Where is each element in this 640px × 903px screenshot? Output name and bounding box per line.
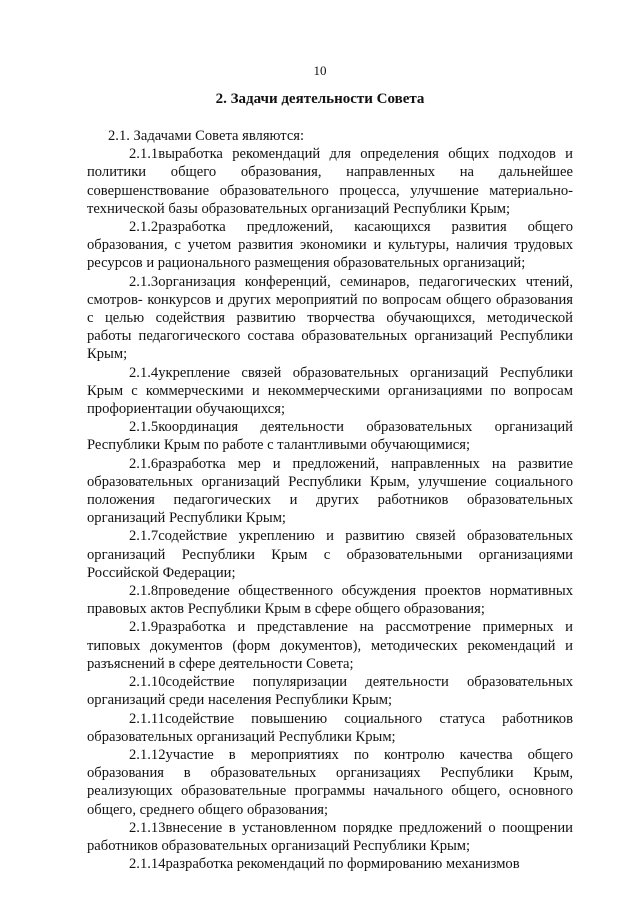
task-item-text: выработка рекомендаций для определения общих подходов и политики общего образования, направленных на дальнейшее совершенствование образовательного процесса, улучшение материально-технической базы образовательных организаций Республики Крым;: [87, 146, 573, 217]
task-item-text: координация деятельности образовательных организаций Республики Крым по работе с талантливыми обучающимися;: [87, 419, 573, 454]
section-heading: 2. Задачи деятельности Совета: [215, 91, 425, 107]
task-item: [87, 855, 573, 873]
task-item-text: внесение в установленном порядке предложений о поощрении работников образовательных организаций Республики Крым;: [87, 819, 573, 854]
task-item: [87, 673, 573, 709]
task-item-number: 2.1.13: [129, 819, 166, 836]
task-item-number: 2.1.2: [129, 219, 159, 236]
task-item-text: проведение общественного обсуждения проектов нормативных правовых актов Республики Крым в сфере общего образования;: [87, 583, 573, 618]
intro-paragraph: 2.1. Задачами Совета являются:: [108, 128, 305, 144]
task-item-text: участие в мероприятиях по контролю качества общего образования в образовательных организациях Республики Крым, реализующих образовательные программы начального общего, основного общего, среднего общего образования;: [87, 746, 573, 818]
task-item: [87, 273, 573, 364]
task-item-number: 2.1.12: [129, 746, 166, 763]
task-item-text: разработка мер и предложений, направленных на развитие образовательных организаций Республики Крым, улучшение социального положения педагогических и других работников образовательных организаций Республики Крым;: [87, 455, 573, 527]
task-item-number: 2.1.8: [129, 583, 159, 600]
task-item-number: 2.1.7: [129, 528, 159, 545]
task-item-number: 2.1.11: [129, 710, 165, 727]
task-item-text: организация конференций, семинаров, педагогических чтений, смотров- конкурсов и других мероприятий по вопросам общего образования с целью содействия развитию творчества обучающихся, методической работы педагогического состава образовательных организаций Республики Крым;: [87, 273, 573, 363]
task-item-text: разработка и представление на рассмотрение примерных и типовых документов (форм документов), методических рекомендаций и разъяснений в сфере деятельности Совета;: [87, 619, 573, 672]
page-number: 10: [313, 63, 327, 78]
task-item: [87, 145, 573, 218]
task-item-number: 2.1.9: [129, 619, 159, 636]
task-item: [87, 746, 573, 819]
task-item: [87, 582, 573, 618]
task-item: [87, 710, 573, 746]
task-item: [87, 418, 573, 454]
task-item-number: 2.1.4: [129, 364, 159, 381]
task-item: [87, 218, 573, 273]
task-item: [87, 455, 573, 528]
task-item-number: 2.1.10: [129, 674, 166, 691]
task-item-text: содействие укреплению и развитию связей образовательных организаций Республики Крым с образовательными организациями Российской Федерации;: [87, 528, 573, 581]
task-item-number: 2.1.5: [129, 419, 159, 436]
task-item-text: содействие популяризации деятельности образовательных организаций среди населения Республики Крым;: [87, 674, 573, 709]
task-item-text: разработка предложений, касающихся развития общего образования, с учетом развития экономики и культуры, наличия трудовых ресурсов и рационального размещения образовательных организаций;: [87, 219, 573, 272]
task-item: [87, 364, 573, 419]
task-item-text: укрепление связей образовательных организаций Республики Крым с коммерческими и некоммерческими организациями по вопросам профориентации обучающихся;: [87, 364, 573, 418]
task-list: [87, 145, 573, 873]
task-item: [87, 527, 573, 582]
task-item-number: 2.1.14: [129, 856, 166, 873]
task-item: [87, 618, 573, 673]
task-item-number: 2.1.3: [129, 273, 159, 290]
document-body: [87, 127, 573, 873]
task-item-number: 2.1.1: [129, 146, 159, 163]
task-item-text: содействие повышению социального статуса работников образовательных организаций Республики Крым;: [87, 710, 573, 745]
task-item-text: разработка рекомендаций по формированию механизмов: [165, 856, 520, 873]
task-item-number: 2.1.6: [129, 455, 159, 472]
task-item: [87, 819, 573, 855]
